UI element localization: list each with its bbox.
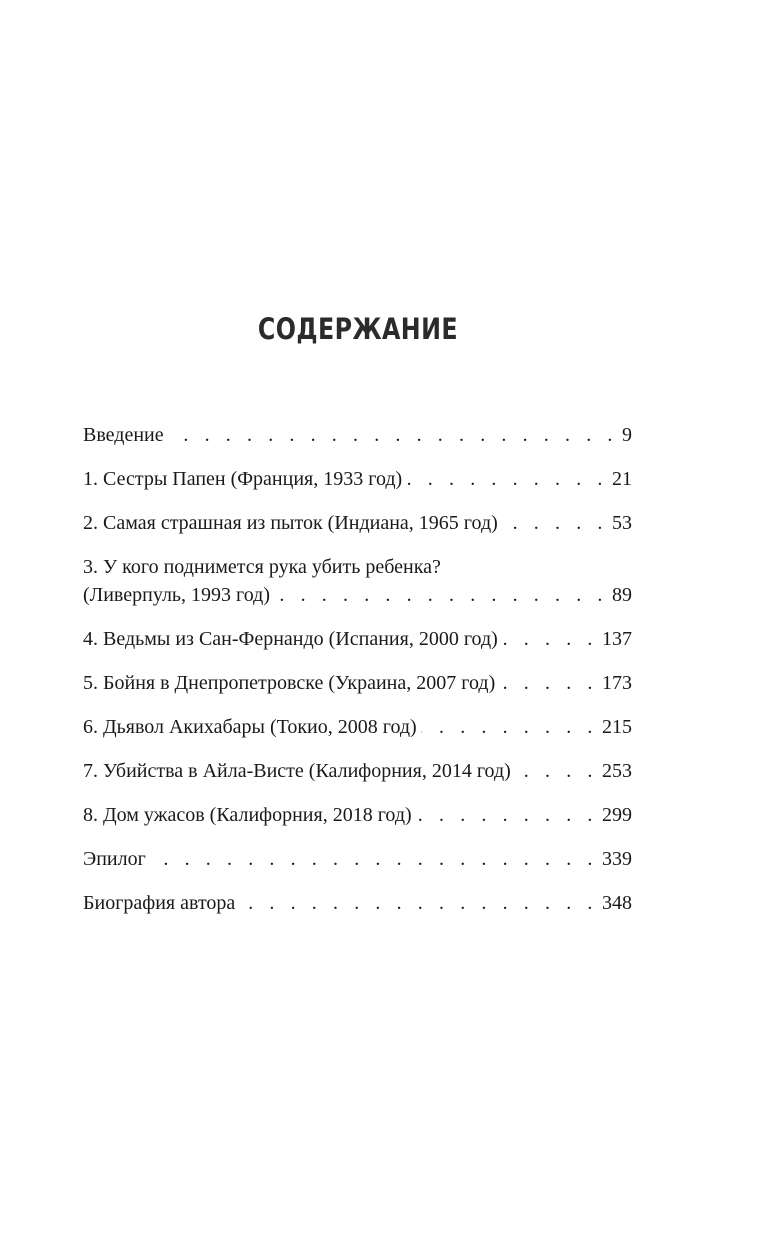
toc-entry-label: 8. Дом ужасов (Калифорния, 2018 год) — [83, 804, 412, 826]
toc-entry-label: 2. Самая страшная из пыток (Индиана, 1965 год) — [83, 512, 498, 534]
toc-entry-label: 7. Убийства в Айла-Висте (Калифорния, 2014 год) — [83, 760, 511, 782]
dot-leader — [421, 713, 598, 741]
toc-entry-label: Биография автора — [83, 892, 236, 914]
dot-leader — [416, 801, 598, 829]
dot-leader — [406, 465, 608, 493]
toc-entry-chapter-6 — [83, 713, 632, 741]
toc-entry-chapter-1 — [83, 465, 632, 493]
table-of-contents — [83, 421, 632, 933]
toc-page-number: 137 — [602, 628, 632, 650]
toc-page-number: 253 — [602, 760, 632, 782]
toc-page-number: 21 — [612, 468, 632, 490]
toc-page-number: 173 — [602, 672, 632, 694]
dot-leader — [515, 757, 598, 785]
toc-entry-label: 4. Ведьмы из Сан-Фернандо (Испания, 2000 год) — [83, 628, 498, 650]
toc-entry-label-continued: (Ливерпуль, 1993 год) — [83, 584, 271, 606]
toc-entry-chapter-5 — [83, 669, 632, 697]
dot-leader — [239, 889, 598, 917]
toc-entry-epilogue — [83, 845, 632, 873]
toc-page-number: 9 — [622, 424, 632, 446]
dot-leader — [502, 509, 608, 537]
toc-entry-label: 1. Сестры Папен (Франция, 1933 год) — [83, 468, 403, 490]
toc-entry-label: 6. Дьявол Акихабары (Токио, 2008 год) — [83, 716, 417, 738]
toc-entry-chapter-3 — [83, 553, 632, 609]
toc-entry-chapter-2 — [83, 509, 632, 537]
dot-leader — [168, 421, 618, 449]
toc-page-number: 215 — [602, 716, 632, 738]
dot-leader — [150, 845, 598, 873]
toc-entry-label: 3. У кого поднимется рука убить ребенка? — [83, 556, 441, 578]
dot-leader — [502, 625, 598, 653]
dot-leader — [274, 581, 608, 609]
dot-leader — [499, 669, 598, 697]
toc-page-number: 348 — [602, 892, 632, 914]
page-title: СОДЕРЖАНИЕ — [257, 312, 459, 346]
toc-page-number: 299 — [602, 804, 632, 826]
toc-entry-label: 5. Бойня в Днепропетровске (Украина, 2007 год) — [83, 672, 496, 694]
toc-entry-introduction — [83, 421, 632, 449]
toc-page-number: 53 — [612, 512, 632, 534]
toc-entry-label: Эпилог — [83, 848, 146, 870]
toc-page-number: 89 — [612, 584, 632, 606]
toc-page-number: 339 — [602, 848, 632, 870]
toc-entry-chapter-8 — [83, 801, 632, 829]
toc-entry-chapter-7 — [83, 757, 632, 785]
toc-entry-chapter-4 — [83, 625, 632, 653]
toc-entry-label: Введение — [83, 424, 164, 446]
toc-entry-author-bio — [83, 889, 632, 917]
